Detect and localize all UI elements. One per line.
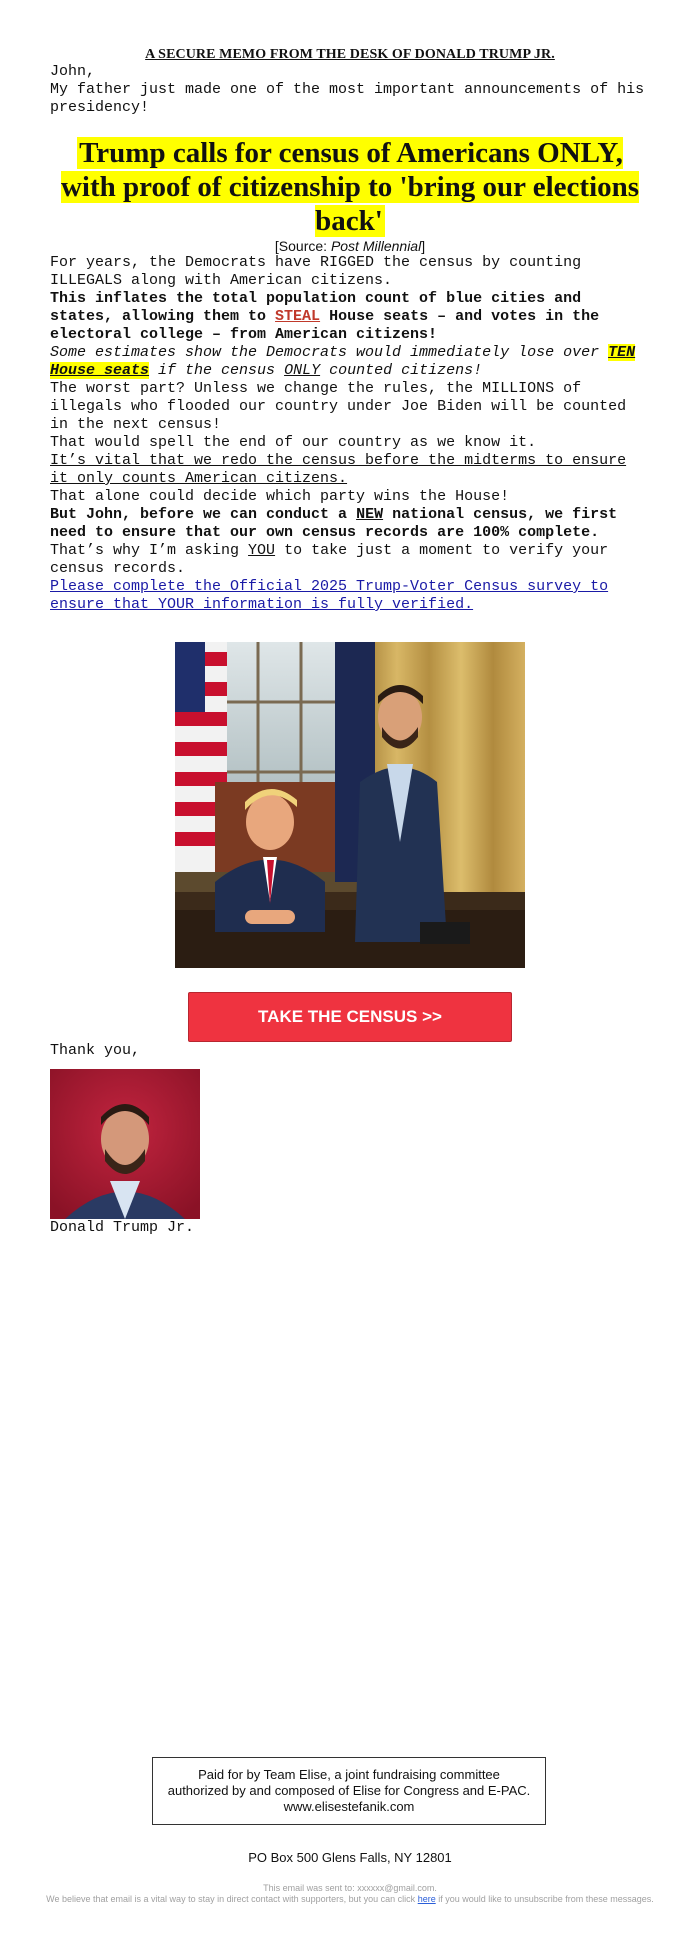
email-body xyxy=(50,0,650,1237)
you-emphasis: YOU xyxy=(248,542,276,559)
asking-text-a: That’s why I’m asking xyxy=(50,542,249,559)
asking-text-b: to take just a moment to verify your census records. xyxy=(50,542,609,577)
source-prefix: [Source: xyxy=(274,238,331,254)
source-name: Post Millennial xyxy=(330,238,422,254)
sent-to-line: This email was sent to: xxxxxx@gmail.com. xyxy=(263,1883,437,1893)
new-emphasis: NEW xyxy=(356,506,384,523)
paragraph-asking xyxy=(50,542,650,578)
thanks-text: Thank you, xyxy=(50,1042,141,1059)
unsubscribe-text-b: if you would like to unsubscribe from these messages. xyxy=(435,1894,654,1904)
estimates-text-b: if the census xyxy=(149,362,285,379)
mailing-address: PO Box 500 Glens Falls, NY 12801 xyxy=(248,1850,452,1865)
signature-portrait xyxy=(50,1069,200,1219)
greeting: John, xyxy=(50,63,96,80)
estimates-text-c: counted citizens! xyxy=(320,362,483,379)
estimates-text-a: Some estimates show the Democrats would immediately lose over xyxy=(50,344,609,361)
paragraph-inflates xyxy=(50,290,650,344)
source-line xyxy=(50,238,650,254)
paragraph-but xyxy=(50,506,650,542)
email-footer xyxy=(40,1883,660,1905)
oval-office-photo-art xyxy=(175,642,525,968)
survey-paragraph xyxy=(50,578,650,614)
survey-link[interactable]: Please complete the Official 2025 Trump-Voter Census survey to ensure that YOUR information is fully verified. xyxy=(50,578,609,613)
ten-seats-highlight: TEN House seats xyxy=(50,344,636,379)
inflates-text-b: House seats – and votes in the electoral college – from American citizens! xyxy=(50,308,600,343)
paragraph-estimates xyxy=(50,344,650,380)
but-text-b: national census, we first need to ensure that our own census records are 100% complete. xyxy=(50,506,618,541)
source-suffix: ] xyxy=(421,238,426,254)
only-emphasis: ONLY xyxy=(284,362,321,379)
signature-portrait-art xyxy=(50,1069,200,1219)
unsubscribe-line xyxy=(40,1894,660,1905)
paragraph-decide: That alone could decide which party wins the House! xyxy=(50,488,510,505)
intro-paragraph: My father just made one of the most important announcements of his presidency! xyxy=(50,81,645,116)
unsubscribe-text-a: We believe that email is a vital way to stay in direct contact with supporters, but you can click xyxy=(46,1894,418,1904)
paragraph-end: That would spell the end of our country as we know it. xyxy=(50,434,537,451)
but-text-a: But John, before we can conduct a xyxy=(50,506,357,523)
paid-for-disclaimer: Paid for by Team Elise, a joint fundraising committee authorized by and composed of Elise for Congress and E-PAC. www.elisestefanik.com xyxy=(152,1757,546,1825)
cta-wrapper xyxy=(50,992,650,1042)
steal-emphasis: STEAL xyxy=(275,308,321,325)
paragraph-vital: It’s vital that we redo the census before the midterms to ensure it only counts American citizens. xyxy=(50,452,627,487)
memo-title: A SECURE MEMO FROM THE DESK OF DONALD TRUMP JR. xyxy=(145,47,555,62)
paragraph-rigged: For years, the Democrats have RIGGED the census by counting ILLEGALS along with American citizens. xyxy=(50,254,582,289)
unsubscribe-link[interactable]: here xyxy=(417,1894,436,1904)
signature-name: Donald Trump Jr. xyxy=(50,1219,195,1236)
oval-office-photo[interactable] xyxy=(175,642,525,968)
headline-text: Trump calls for census of Americans ONLY, with proof of citizenship to 'bring our elections back' xyxy=(60,137,640,237)
headline xyxy=(50,136,650,238)
paragraph-worst: The worst part? Unless we change the rules, the MILLIONS of illegals who flooded our country under Joe Biden will be counted in the next census! xyxy=(50,380,627,433)
take-census-button[interactable]: TAKE THE CENSUS >> xyxy=(188,992,512,1042)
inflates-text-a: This inflates the total population count of blue cities and states, allowing them to xyxy=(50,290,582,325)
